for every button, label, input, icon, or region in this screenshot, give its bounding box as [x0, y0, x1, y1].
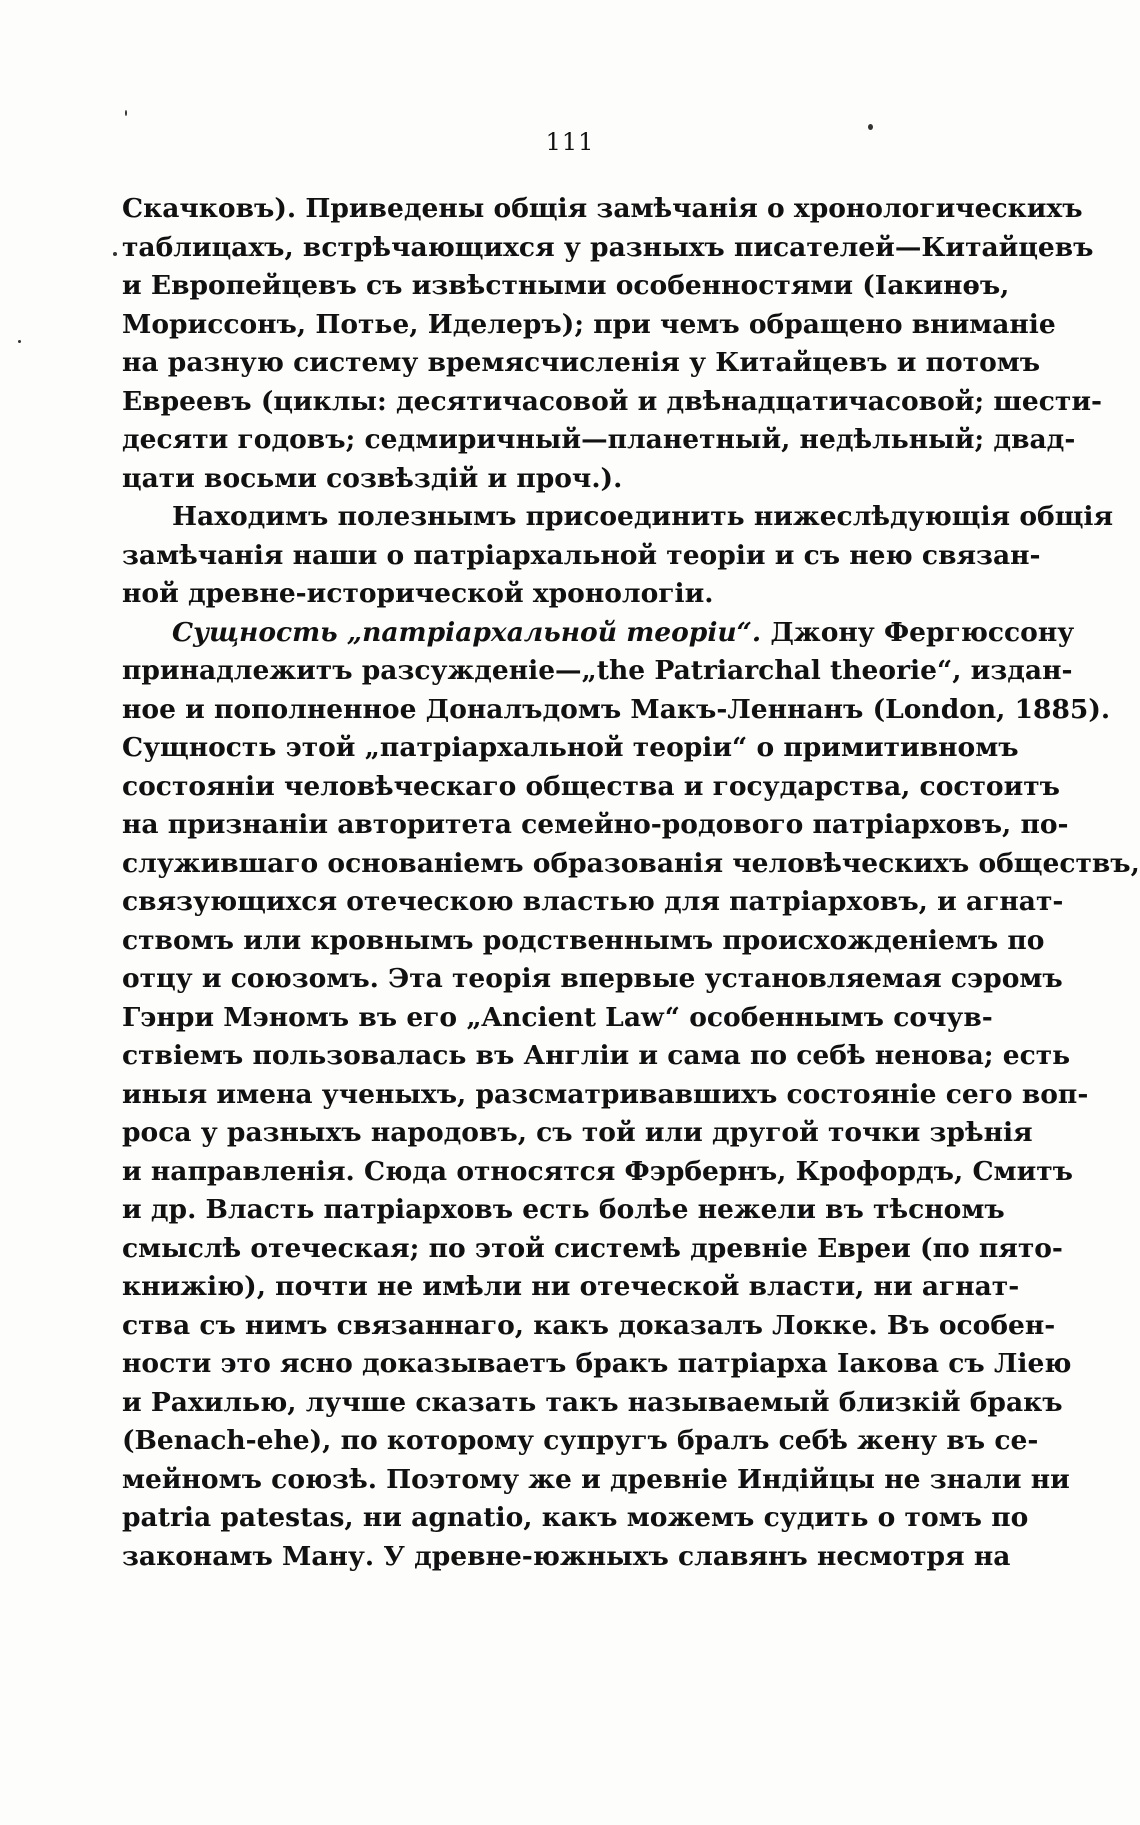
page-number: 111 — [545, 128, 595, 156]
line-text: служившаго основаніемъ образованія человѣческихъ обществъ, — [122, 847, 1140, 879]
text-line — [122, 306, 1056, 345]
line-text: ности это ясно доказываетъ бракъ патріарха Іакова съ Ліею — [122, 1348, 1072, 1379]
body-text — [122, 190, 1140, 1576]
italic-heading: Сущность „патріархальной теоріи“. — [172, 616, 762, 648]
line-text: таблицахъ, встрѣчающихся у разныхъ писателей—Китайцевъ — [122, 231, 1094, 263]
line-text: на разную систему времясчисленія у Китайцевъ и потомъ — [122, 347, 1041, 378]
line-text: Сущность этой „патріархальной теоріи“ о примитивномъ — [122, 732, 1019, 763]
text-line — [122, 190, 1083, 229]
line-text: Гэнри Мэномъ въ его „Ancient Law“ особеннымъ сочув- — [122, 1001, 993, 1033]
line-text: Скачковъ). Приведены общія замѣчанія о хронологическихъ — [122, 193, 1083, 224]
text-line — [122, 729, 1019, 768]
text-line — [122, 1422, 1039, 1461]
text-line — [122, 1461, 1070, 1500]
text-line — [122, 537, 1041, 576]
line-text: роса у разныхъ народовъ, съ той или другой точки зрѣнія — [122, 1117, 1033, 1148]
text-line — [122, 806, 1069, 845]
text-line — [122, 1307, 1056, 1346]
line-text: и др. Власть патріарховъ есть болѣе нежели въ тѣсномъ — [122, 1194, 1005, 1225]
text-line — [122, 922, 1045, 961]
text-line — [122, 1268, 1020, 1307]
text-line — [122, 1538, 1011, 1577]
line-text: ной древне-исторической хронологіи. — [122, 578, 714, 609]
text-line — [122, 768, 1061, 807]
line-text: Джону Фергюссону — [761, 616, 1075, 648]
line-text: отцу и союзомъ. Эта теорія впервые установляемая сэромъ — [122, 963, 1063, 994]
text-line — [122, 1499, 1029, 1538]
text-line — [122, 999, 993, 1038]
line-text: и Европейцевъ съ извѣстными особенностями (Іакинѳъ, — [122, 270, 1010, 301]
text-line — [122, 691, 1111, 730]
text-line — [122, 1384, 1063, 1423]
scan-speck — [18, 340, 21, 343]
text-line — [122, 383, 1102, 422]
text-line — [122, 652, 1073, 691]
text-line — [122, 1191, 1005, 1230]
text-line — [122, 1153, 1073, 1192]
line-text: иныя имена ученыхъ, разсматривавшихъ состояніе сего воп- — [122, 1078, 1089, 1110]
text-line — [122, 845, 1140, 884]
text-line — [122, 883, 1064, 922]
line-text: десяти годовъ; седмиричный—планетный, недѣльный; двад- — [122, 424, 1076, 455]
text-line — [122, 421, 1076, 460]
line-text: ства съ нимъ связаннаго, какъ доказалъ Локке. Въ особен- — [122, 1309, 1056, 1341]
text-line — [122, 960, 1063, 999]
line-text: (Benach-ehe), по которому супругъ бралъ себѣ жену въ се- — [122, 1425, 1039, 1456]
text-line — [122, 267, 1010, 306]
line-text: Мориссонъ, Потье, Иделеръ); при чемъ обращено вниманіе — [122, 308, 1056, 340]
line-text: и Рахилью, лучше сказать такъ называемый близкій бракъ — [122, 1386, 1063, 1418]
line-text: на признаніи авторитета семейно-родового патріарховъ, по- — [122, 809, 1069, 840]
text-line — [122, 1076, 1089, 1115]
line-text: смыслѣ отеческая; по этой системѣ древніе Евреи (по пято- — [122, 1232, 1063, 1264]
scan-speck — [125, 110, 127, 116]
text-line — [122, 1037, 1071, 1076]
text-line — [122, 575, 914, 614]
line-text: Евреевъ (циклы: десятичасовой и двѣнадцатичасовой; шести- — [122, 385, 1102, 417]
scan-speck — [868, 124, 873, 130]
text-line — [122, 1230, 1063, 1269]
text-line — [122, 614, 1075, 653]
text-line — [122, 344, 1041, 383]
line-text: состояніи человѣческаго общества и государства, состоитъ — [122, 770, 1061, 802]
line-text: Находимъ полезнымъ присоединить нижеслѣдующія общія — [172, 501, 1114, 532]
scan-speck — [113, 252, 117, 256]
line-text: ствомъ или кровнымъ родственнымъ происхожденіемъ по — [122, 924, 1045, 956]
line-text: patria patestas, ни agnatio, какъ можемъ судить о томъ по — [122, 1502, 1029, 1533]
line-text: книжію), почти не имѣли ни отеческой власти, ни агнат- — [122, 1271, 1020, 1302]
line-text: замѣчанія наши о патріархальной теоріи и съ нею связан- — [122, 539, 1041, 571]
text-line — [122, 498, 1114, 537]
line-text: и направленія. Сюда относятся Фэрбернъ, Крофордъ, Смитъ — [122, 1155, 1073, 1187]
line-text: принадлежитъ разсужденіе—„the Patriarchal theorie“, издан- — [122, 655, 1073, 686]
line-text: цати восьми созвѣздій и проч.). — [122, 462, 623, 494]
line-text: ное и пополненное Доналъдомъ Макъ-Леннанъ (London, 1885). — [122, 693, 1111, 725]
text-line — [122, 460, 914, 499]
line-text: законамъ Ману. У древне-южныхъ славянъ несмотря на — [122, 1540, 1011, 1572]
line-text: связующихся отеческою властью для патріарховъ, и агнат- — [122, 886, 1064, 917]
text-line — [122, 1114, 1033, 1153]
line-text: ствіемъ пользовалась въ Англіи и сама по себѣ ненова; есть — [122, 1040, 1071, 1071]
line-text: мейномъ союзѣ. Поэтому же и древніе Индійцы не знали ни — [122, 1463, 1070, 1495]
text-line — [122, 1345, 1072, 1384]
text-line — [122, 229, 1094, 268]
